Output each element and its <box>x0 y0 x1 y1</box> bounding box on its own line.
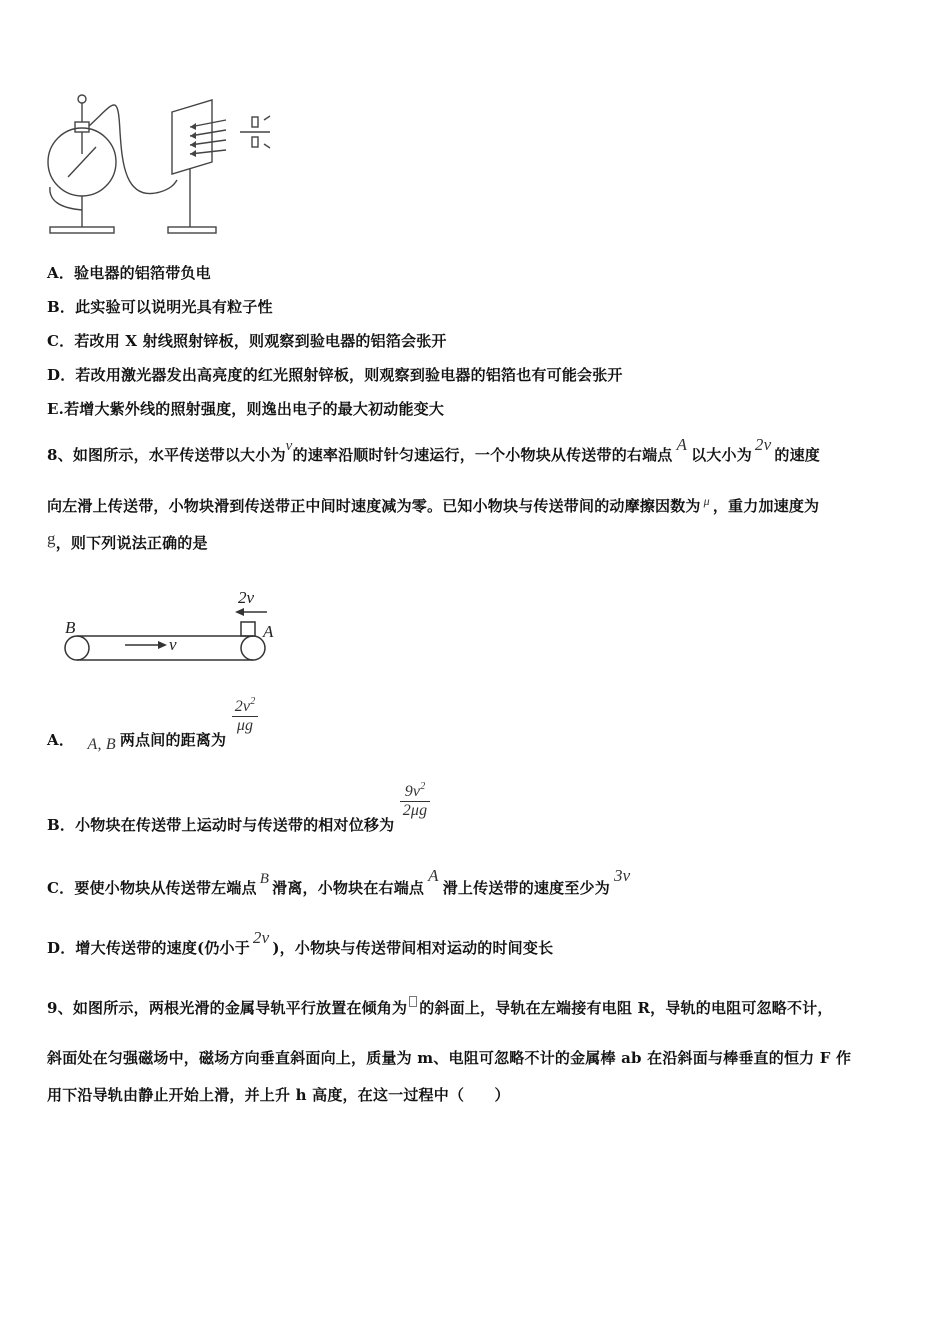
q7-option-c: C．若改用 X 射线照射锌板，则观察到验电器的铝箔会张开 <box>47 332 447 350</box>
q8-option-a: A． A, B 两点间的距离为 $\frac{2v^2}{\mu g}$ <box>47 702 258 739</box>
q9-line-3: 用下沿导轨由静止开始上滑，并上升 h 高度，在这一过程中（ ） <box>47 1086 510 1104</box>
q8-line-1: 8、如图所示，水平传送带以大小为v的速率沿顺时针匀速运行，一个小物块从传送带的右端点A以大小为2v的速度 <box>47 435 820 464</box>
fig-label-a: A <box>263 622 274 641</box>
q7-option-b: B．此实验可以说明光具有粒子性 <box>47 298 273 316</box>
q8-option-d: D．增大传送带的速度(仍小于2v)，小物块与传送带间相对运动的时间变长 <box>47 928 554 957</box>
fig-belt-v: v <box>169 635 177 654</box>
q8-option-c: C．要使小物块从传送带左端点 B 滑离，小物块在右端点A滑上传送带的速度至少为3v <box>47 866 631 897</box>
fig-label-b: B <box>65 618 76 637</box>
q9-line-1: 9、如图所示，两根光滑的金属导轨平行放置在倾角为 的斜面上，导轨在左端接有电阻 R，导轨的电阻可忽略不计， <box>47 997 833 1018</box>
conveyor-figure <box>55 585 285 670</box>
q8-option-b: B．小物块在传送带上运动时与传送带的相对位移为 $\frac{9v^2}{2\mu g}$ <box>47 783 430 820</box>
fig-top-2v: 2v <box>238 588 255 607</box>
theta-placeholder-icon <box>409 996 417 1007</box>
q7-option-a: A．验电器的铝箔带负电 <box>47 264 211 282</box>
q7-option-d: D．若改用激光器发出高亮度的红光照射锌板，则观察到验电器的铝箔也有可能会张开 <box>47 366 623 384</box>
q9-line-2: 斜面处在匀强磁场中，磁场方向垂直斜面向上，质量为 m、电阻可忽略不计的金属棒 ab 在沿斜面与棒垂直的恒力 F 作 <box>47 1049 852 1067</box>
q7-option-e: E.若增大紫外线的照射强度，则逸出电子的最大初动能变大 <box>47 400 445 418</box>
q8-line-2: 向左滑上传送带，小物块滑到传送带正中间时速度减为零。已知小物块与传送带间的动摩擦因数为 μ ，重力加速度为 <box>47 494 820 515</box>
q8-line-3: g，则下列说法正确的是 <box>47 529 208 552</box>
electroscope-figure <box>40 92 280 237</box>
